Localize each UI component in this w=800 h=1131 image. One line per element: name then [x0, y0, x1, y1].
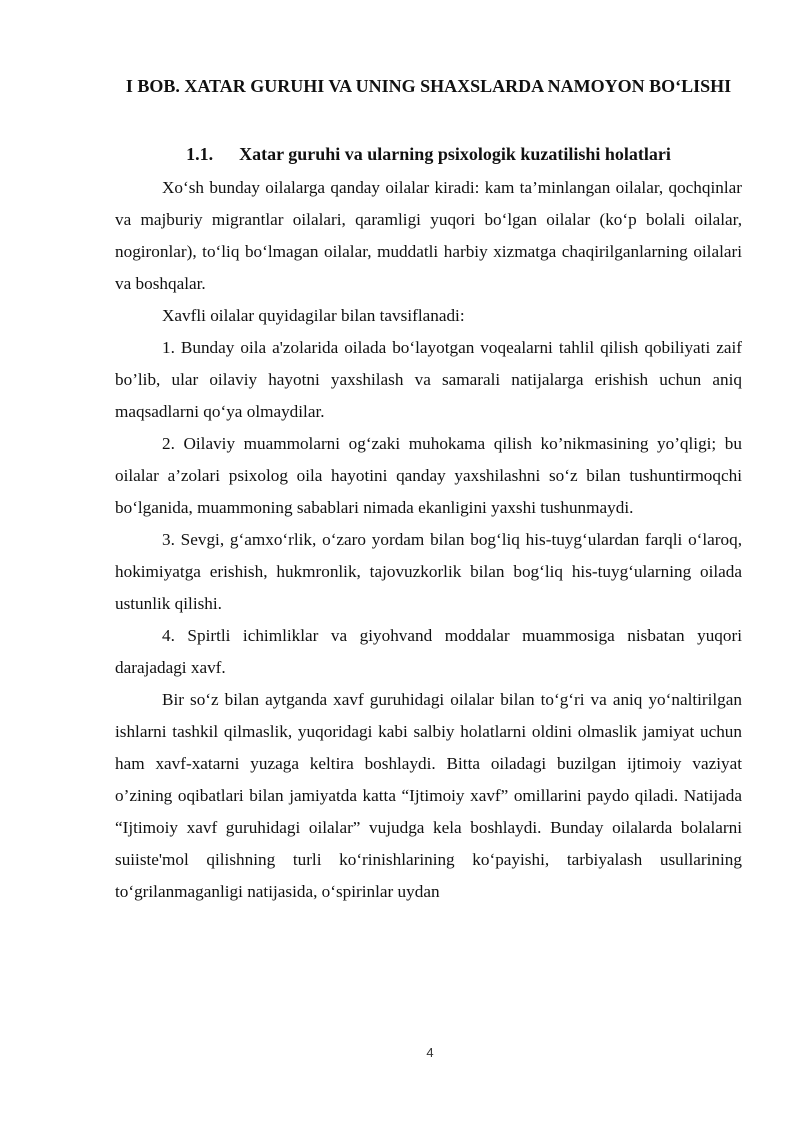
section-heading [115, 138, 742, 170]
paragraph: Xo‘sh bunday oilalarga qanday oilalar kiradi: kam ta’minlangan oilalar, qochqinlar va majburiy migrantlar oilalari, qaramligi yuqori bo‘lgan oilalar (ko‘p bolali oilalar, nogironlar), to‘liq bo‘lmagan oilalar, muddatli harbiy xizmatga chaqirilganlarning oilalari va boshqalar. [115, 178, 742, 293]
paragraph: 4. Spirtli ichimliklar va giyohvand moddalar muammosiga nisbatan yuqori darajadagi xavf. [115, 626, 742, 677]
paragraph: 3. Sevgi, g‘amxo‘rlik, o‘zaro yordam bilan bog‘liq his-tuyg‘ulardan farqli o‘laroq, hokimiyatga erishish, hukmronlik, tajovuzkorlik bilan bog‘liq his-tuyg‘ularning oilada ustunlik qilishi. [115, 530, 742, 613]
section-number: 1.1. [186, 144, 214, 164]
body-text [115, 172, 742, 908]
chapter-title: I BOB. XATAR GURUHI VA UNING SHAXSLARDA NAMOYON BO‘LISHI [125, 76, 732, 96]
paragraph: 1. Bunday oila a'zolarida oilada bo‘layotgan voqealarni tahlil qilish qobiliyati zaif bo’lib, ular oilaviy hayotni yaxshilash va samarali natijalarga erishish uchun aniq maqsadlarni qo‘ya olmaydilar. [115, 338, 742, 421]
section-title: Xatar guruhi va ularning psixologik kuzatilishi holatlari [239, 144, 671, 164]
paragraph: Bir so‘z bilan aytganda xavf guruhidagi oilalar bilan to‘g‘ri va aniq yo‘naltirilgan ishlarni tashkil qilmaslik, yuqoridagi kabi salbiy holatlarni oldini olmaslik jamiyat uchun ham xavf-xatarni yuzaga keltira boshlaydi. Bitta oiladagi buzilgan ijtimoiy vaziyat o’zining oqibatlari bilan jamiyatda katta “Ijtimoiy xavf” omillarini paydo qiladi. Natijada “Ijtimoiy xavf guruhidagi oilalar” vujudga kela boshlaydi. Bunday oilalarda bolalarni suiiste'mol qilishning turli ko‘rinishlarining ko‘payishi, tarbiyalash usullarining to‘grilanmaganligi natijasida, o‘spirinlar uydan [115, 690, 742, 901]
paragraph: 2. Oilaviy muammolarni og‘zaki muhokama qilish ko’nikmasining yo’qligi; bu oilalar a’zolari psixolog oila hayotini qanday yaxshilashni so‘z bilan tushuntirmoqchi bo‘lganida, muammoning sabablari nimada ekanligini yaxshi tushunmaydi. [115, 434, 742, 517]
paragraph: Xavfli oilalar quyidagilar bilan tavsiflanadi: [162, 306, 465, 325]
page-number: 4 [426, 1045, 434, 1060]
